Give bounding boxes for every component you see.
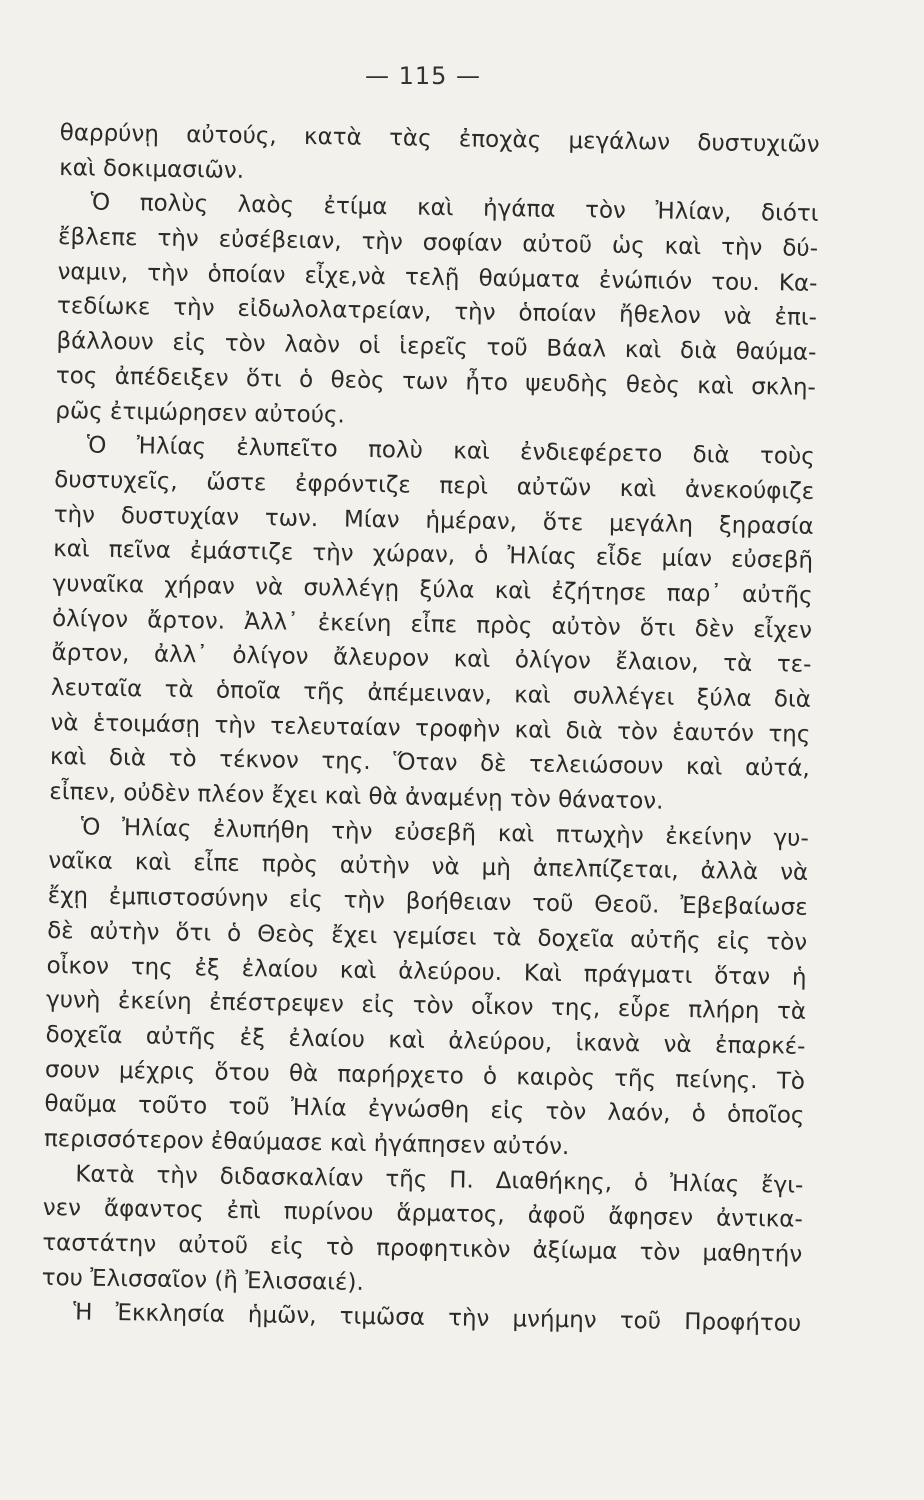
text-line: γυναῖκα χήραν νὰ συλλέγῃ ξύλα καὶ ἐζήτησε παρ᾽ αὐτῆς — [52, 570, 813, 609]
text-line: σουν μέχρις ὅτου θὰ παρήρχετο ὁ καιρὸς τῆς πείνης. Τὸ — [44, 1056, 806, 1095]
text-line: καὶ διὰ τὸ τέκνον της. Ὅταν δὲ τελειώσουν καὶ αὐτά, — [49, 744, 811, 783]
text-line: ὀλίγον ἄρτον. Ἀλλ᾽ ἐκείνη εἶπε πρὸς αὐτὸν ὅτι δὲν εἶχεν — [51, 605, 813, 644]
text-line: θαρρύνῃ αὐτούς, κατὰ τὰς ἐποχὰς μεγάλων δυστυχιῶν — [59, 119, 820, 158]
text-line: δυστυχεῖς, ὥστε ἐφρόντιζε περὶ αὐτῶν καὶ ἀνεκούφιζε — [54, 466, 815, 505]
body-text — [41, 116, 820, 1342]
text-line: βάλλουν εἰς τὸν λαὸν οἱ ἱερεῖς τοῦ Βάαλ καὶ διὰ θαύμα- — [56, 328, 817, 367]
text-line: γυνὴ ἐκείνη ἐπέστρεψεν εἰς τὸν οἶκον της, εὗρε πλήρη τὰ — [45, 987, 807, 1026]
text-line: ταστάτην αὐτοῦ εἰς τὸ προφητικὸν ἀξίωμα τὸν μαθητήν — [42, 1229, 803, 1268]
text-line: δοχεῖα αὐτῆς ἐξ ἐλαίου καὶ ἀλεύρου, ἱκανὰ νὰ ἐπαρκέ- — [45, 1021, 806, 1060]
text-line: καὶ πεῖνα ἐμάστιζε τὴν χώραν, ὁ Ἠλίας εἶδε μίαν εὐσεβῆ — [52, 536, 814, 575]
text-line: τὴν δυστυχίαν των. Μίαν ἡμέραν, ὅτε μεγάλη ξηρασία — [53, 501, 814, 540]
text-line: καὶ δοκιμασιῶν. — [58, 154, 245, 184]
text-line: δὲ αὐτὴν ὅτι ὁ Θεὸς ἔχει γεμίσει τὰ δοχεῖα αὐτῆς εἰς τὸν — [46, 917, 808, 956]
text-line: ἄρτον, ἀλλ᾽ ὀλίγον ἄλευρον καὶ ὀλίγον ἔλαιον, τὰ τε- — [51, 640, 812, 679]
text-line: νὰ ἑτοιμάσῃ τὴν τελευταίαν τροφὴν καὶ διὰ τὸν ἑαυτόν της — [50, 709, 811, 748]
text-line: Κατὰ τὴν διδασκαλίαν τῆς Π. Διαθήκης, ὁ Ἠλίας ἔγι- — [75, 1160, 804, 1199]
text-line: τος ἀπέδειξεν ὅτι ὁ θεὸς των ἦτο ψευδὴς θεὸς καὶ σκλη- — [55, 362, 817, 401]
text-line: Ὁ πολὺς λαὸς ἐτίμα καὶ ἠγάπα τὸν Ἠλίαν, διότι — [90, 189, 819, 228]
text-line: ἔβλεπε τὴν εὐσέβειαν, τὴν σοφίαν αὐτοῦ ὡς καὶ τὴν δύ- — [57, 224, 819, 262]
text-line: οἶκον της ἐξ ἐλαίου καὶ ἀλεύρου. Καὶ πράγματι ὅταν ἡ — [46, 952, 807, 991]
text-line: περισσότερον ἐθαύμασε καὶ ἠγάπησεν αὐτόν. — [43, 1125, 570, 1161]
page-number: — 115 — — [364, 62, 482, 90]
text-line: του Ἐλισσαῖον (ἢ Ἐλισσαιέ). — [41, 1264, 364, 1296]
text-line: λευταῖα τὰ ὁποῖα τῆς ἀπέμειναν, καὶ συλλέγει ξύλα διὰ — [50, 674, 812, 713]
text-line: ρῶς ἐτιμώρησεν αὐτούς. — [55, 397, 346, 429]
text-line: ἔχῃ ἐμπιστοσύνην εἰς τὴν βοήθειαν τοῦ Θεοῦ. Ἐβεβαίωσε — [47, 883, 808, 921]
text-line: θαῦμα τοῦτο τοῦ Ἠλία ἐγνώσθη εἰς τὸν λαόν, ὁ ὁποῖος — [44, 1091, 805, 1130]
text-line: ναῖκα καὶ εἶπε πρὸς αὐτὴν νὰ μὴ ἀπελπίζεται, ἀλλὰ νὰ — [48, 848, 809, 887]
text-line: Ὁ Ἠλίας ἐλυπεῖτο πολὺ καὶ ἐνδιεφέρετο διὰ τοὺς — [86, 432, 815, 471]
text-line: νεν ἄφαντος ἐπὶ πυρίνου ἅρματος, ἀφοῦ ἄφησεν ἀντικα- — [42, 1195, 803, 1234]
text-line: εἶπεν, οὐδὲν πλέον ἔχει καὶ θὰ ἀναμένῃ τὸν θάνατον. — [49, 778, 664, 815]
text-line: Ἡ Ἐκκλησία ἡμῶν, τιμῶσα τὴν μνήμην τοῦ Προφήτου — [73, 1299, 802, 1338]
text-line: ναμιν, τὴν ὁποίαν εἶχε,νὰ τελῇ θαύματα ἐνώπιόν του. Κα- — [57, 258, 818, 297]
text-line: τεδίωκε τὴν εἰδωλολατρείαν, τὴν ὁποίαν ἤθελον νὰ ἐπι- — [56, 293, 818, 332]
text-line: Ὁ Ἠλίας ἐλυπήθη τὴν εὐσεβῆ καὶ πτωχὴν ἐκείνην γυ- — [80, 814, 809, 852]
